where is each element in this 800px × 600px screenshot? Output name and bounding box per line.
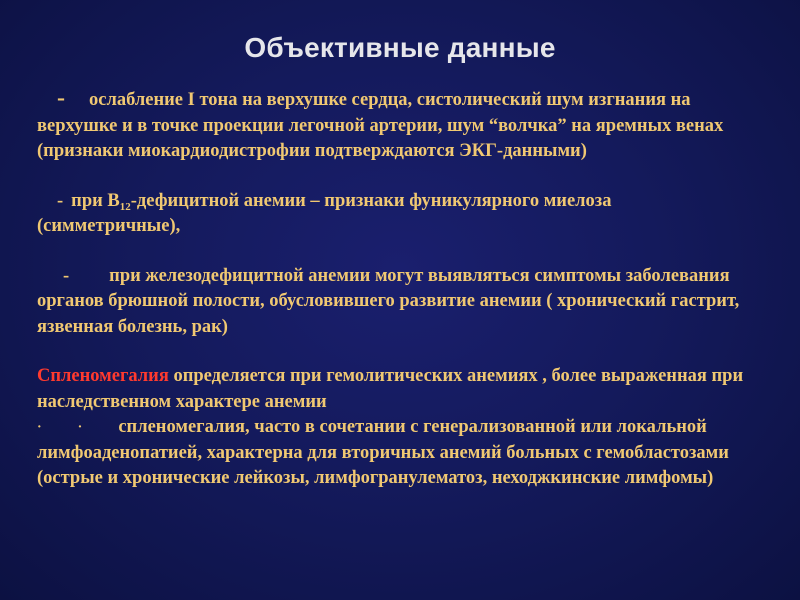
bullet-dot-1: · xyxy=(37,420,42,435)
dash-marker: - xyxy=(57,85,65,111)
paragraph-iron-deficiency xyxy=(37,264,757,341)
highlight-term: Спленомегалия xyxy=(37,366,169,386)
bullet-dot-2: · xyxy=(77,420,83,435)
paragraph-splenomegaly-secondary xyxy=(37,415,757,492)
paragraph-text: при железодефицитной анемии могут выявляться симптомы заболевания органов брюшной полости, обусловившего развитие анемии ( хронический гастрит, язвенная болезнь, рак) xyxy=(37,265,740,337)
slide-body xyxy=(37,85,757,492)
slide-title: Объективные данные xyxy=(244,32,556,63)
paragraph-text: ослабление I тона на верхушке сердца, систолический шум изгнания на верхушке и в точке проекции легочной артерии, шум “волчка” на яремных венах (признаки миокардиодистрофии подтверждаются ЭКГ-данными) xyxy=(37,90,724,161)
paragraph-b12-deficiency xyxy=(37,189,757,240)
dash-marker: - xyxy=(57,190,64,211)
subscript-12: 12 xyxy=(119,200,131,213)
dash-marker: - xyxy=(63,265,70,286)
paragraph-text: -дефицитной анемии – признаки фуникулярного миелоза (симметричные), xyxy=(37,190,612,236)
paragraph-splenomegaly xyxy=(37,364,757,415)
paragraph-heart-findings xyxy=(37,85,757,165)
paragraph-prefix: при B xyxy=(71,190,120,211)
paragraph-text: определяется при гемолитических анемиях , более выраженная при наследственном характере анемии xyxy=(37,366,744,412)
paragraph-text: спленомегалия, часто в сочетании с генерализованной или локальной лимфоаденопатией, характерна для вторичных анемий больных с гемобластозами (острые и хронические лейкозы, лимфогранулематоз, неходжкинские лимфомы) xyxy=(37,417,729,488)
